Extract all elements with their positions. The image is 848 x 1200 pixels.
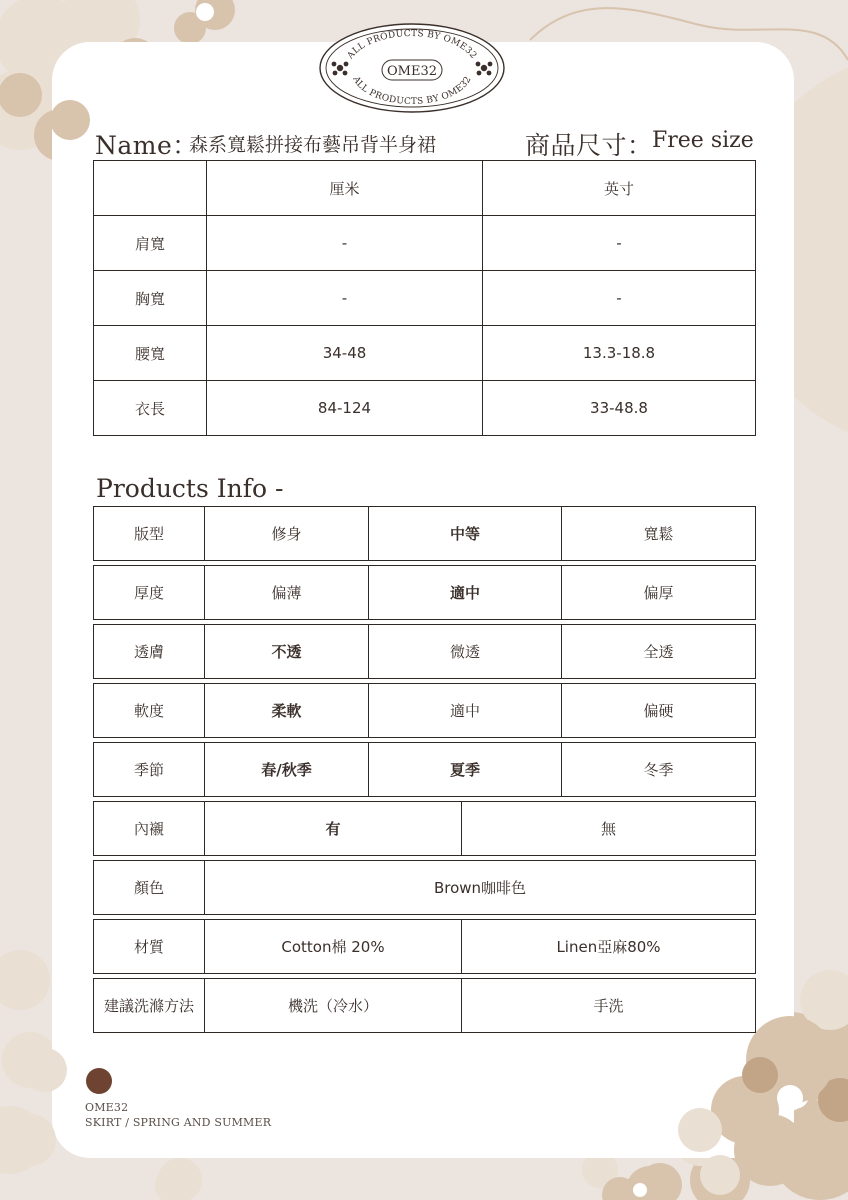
cm-cell: -	[207, 216, 483, 271]
row-label: 腰寬	[94, 326, 207, 381]
inch-cell: 13.3-18.8	[483, 326, 756, 381]
cm-cell: 84-124	[207, 381, 483, 436]
info-label: 顏色	[94, 861, 205, 915]
info-value: 手洗	[462, 979, 756, 1033]
info-row-season	[93, 742, 755, 797]
inch-cell: -	[483, 216, 756, 271]
info-option-selected: 中等	[369, 507, 562, 561]
name-label: Name：	[95, 131, 198, 160]
info-row-washing	[93, 978, 755, 1033]
info-value: Brown咖啡色	[205, 861, 756, 915]
cm-cell: 34-48	[207, 326, 483, 381]
info-option: 寬鬆	[562, 507, 756, 561]
header-cell-cm: 厘米	[207, 161, 483, 216]
info-label: 透膚	[94, 625, 205, 679]
info-label: 建議洗滌方法	[94, 979, 205, 1033]
info-option: 偏薄	[205, 566, 369, 620]
row-label: 胸寬	[94, 271, 207, 326]
brand-logo	[318, 22, 506, 114]
footer-brand: OME32	[85, 1101, 129, 1114]
table-header-row	[94, 161, 756, 216]
info-value: Cotton棉 20%	[205, 920, 462, 974]
info-value: 機洗（冷水）	[205, 979, 462, 1033]
header-cell	[94, 161, 207, 216]
products-info-title: Products Info -	[96, 474, 284, 503]
info-option: 偏厚	[562, 566, 756, 620]
table-row	[94, 326, 756, 381]
table-row	[94, 381, 756, 436]
logo-top-arc: ALL PRODUCTS BY OME32	[345, 28, 479, 62]
info-option-selected: 夏季	[369, 743, 562, 797]
info-label: 厚度	[94, 566, 205, 620]
info-row-lining	[93, 801, 755, 856]
info-option: 偏硬	[562, 684, 756, 738]
info-option-selected: 不透	[205, 625, 369, 679]
info-option-selected: 適中	[369, 566, 562, 620]
table-row	[94, 216, 756, 271]
info-label: 內襯	[94, 802, 205, 856]
size-label: 商品尺寸：	[525, 131, 653, 160]
info-label: 版型	[94, 507, 205, 561]
logo-bottom-arc: ALL PRODUCTS BY OME32	[350, 74, 474, 108]
info-option: 冬季	[562, 743, 756, 797]
row-label: 衣長	[94, 381, 207, 436]
size-value: Free size	[652, 128, 754, 153]
info-label: 材質	[94, 920, 205, 974]
info-option-selected: 有	[205, 802, 462, 856]
cm-cell: -	[207, 271, 483, 326]
product-name: 森系寬鬆拼接布藝吊背半身裙	[189, 134, 437, 156]
info-row-color	[93, 860, 755, 915]
logo-center-text: OME32	[386, 64, 438, 79]
footer-subtitle: SKIRT / SPRING AND SUMMER	[85, 1116, 272, 1129]
info-option: 微透	[369, 625, 562, 679]
info-option: 修身	[205, 507, 369, 561]
product-header	[95, 126, 755, 160]
info-row-softness	[93, 683, 755, 738]
info-option-selected: 柔軟	[205, 684, 369, 738]
info-option: 全透	[562, 625, 756, 679]
info-value: Linen亞麻80%	[462, 920, 756, 974]
row-label: 肩寬	[94, 216, 207, 271]
info-row-thickness	[93, 565, 755, 620]
info-label: 季節	[94, 743, 205, 797]
info-option: 無	[462, 802, 756, 856]
header-cell-inch: 英寸	[483, 161, 756, 216]
info-option-selected: 春/秋季	[205, 743, 369, 797]
size-table	[93, 160, 756, 436]
inch-cell: 33-48.8	[483, 381, 756, 436]
info-row-fit	[93, 506, 755, 561]
info-row-sheerness	[93, 624, 755, 679]
info-option: 適中	[369, 684, 562, 738]
table-row	[94, 271, 756, 326]
info-row-material	[93, 919, 755, 974]
accent-dot	[86, 1068, 112, 1094]
info-label: 軟度	[94, 684, 205, 738]
inch-cell: -	[483, 271, 756, 326]
